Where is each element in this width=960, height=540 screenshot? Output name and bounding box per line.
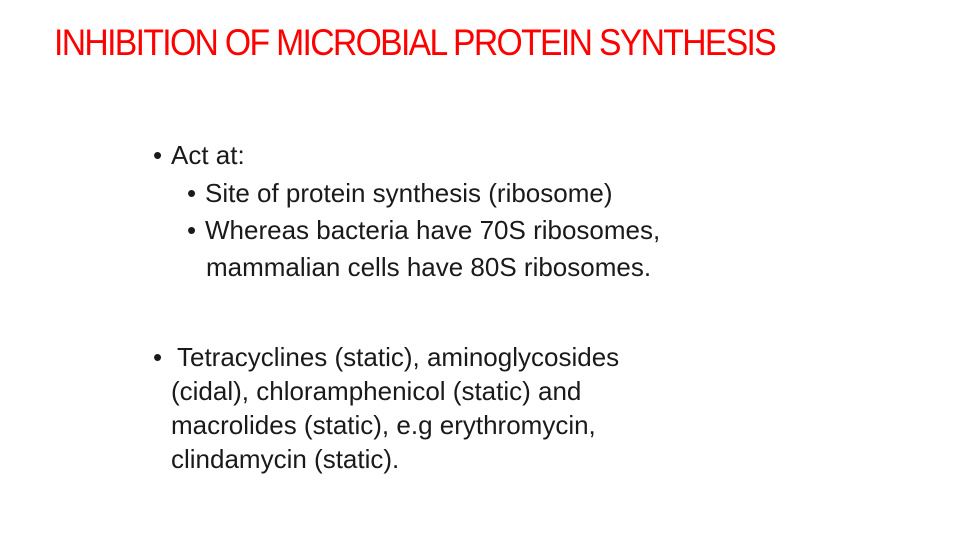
sub-bullet-text: Site of protein synthesis (ribosome) bbox=[205, 178, 613, 208]
slide-title: INHIBITION OF MICROBIAL PROTEIN SYNTHESIS bbox=[54, 22, 776, 63]
sub-bullet-site bbox=[187, 178, 613, 208]
bullet-marker: • bbox=[153, 140, 163, 170]
sub-bullet-ribosomes bbox=[187, 215, 660, 245]
bullet-drugs-line-4: clindamycin (static). bbox=[171, 444, 400, 474]
bullet-drugs-line-2: (cidal), chloramphenicol (static) and bbox=[171, 376, 582, 406]
sub-bullet-text: Whereas bacteria have 70S ribosomes, bbox=[205, 215, 661, 245]
bullet-marker: • bbox=[187, 215, 197, 245]
bullet-drugs-line-3: macrolides (static), e.g erythromycin, bbox=[171, 410, 596, 440]
bullet-drugs bbox=[153, 342, 619, 372]
bullet-act-at bbox=[153, 140, 245, 170]
sub-bullet-ribosomes-cont: mammalian cells have 80S ribosomes. bbox=[206, 252, 652, 282]
bullet-text: Act at: bbox=[171, 140, 245, 170]
bullet-marker: • bbox=[153, 342, 163, 372]
bullet-marker: • bbox=[187, 178, 197, 208]
bullet-text: Tetracyclines (static), aminoglycosides bbox=[177, 342, 620, 372]
